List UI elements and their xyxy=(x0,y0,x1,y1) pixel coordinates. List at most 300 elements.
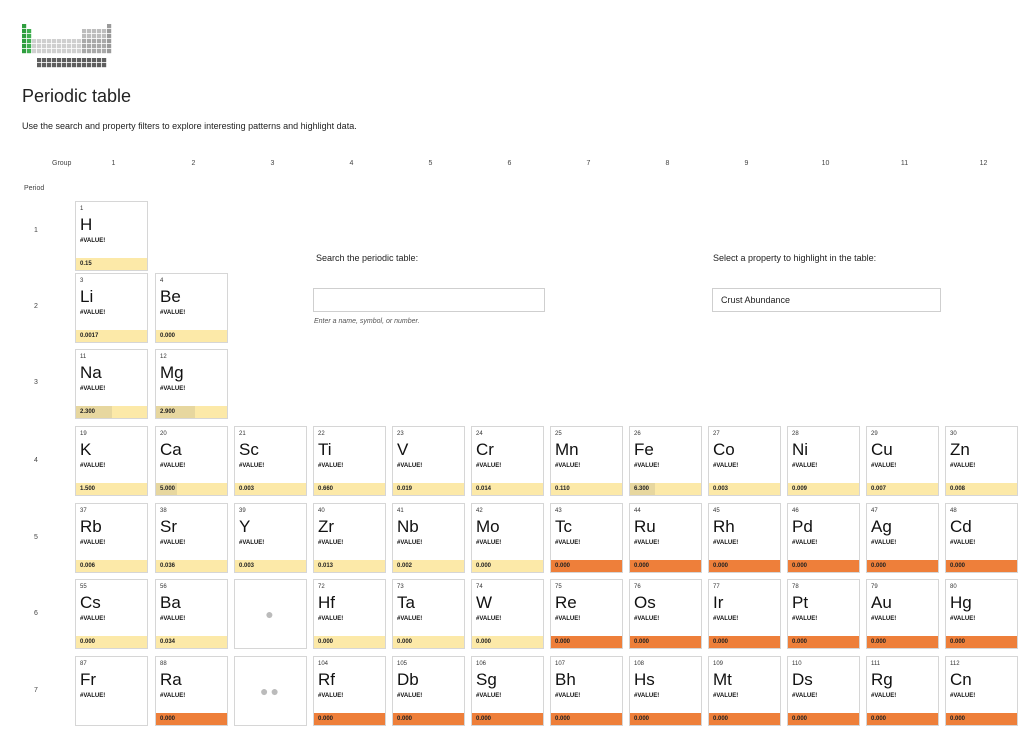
element-symbol: Ti xyxy=(318,440,332,459)
element-symbol: Pd xyxy=(792,517,813,536)
element-cell-ds[interactable] xyxy=(787,656,860,726)
element-cell-sr[interactable] xyxy=(155,503,228,573)
element-symbol: Na xyxy=(80,363,102,382)
element-cell-k[interactable] xyxy=(75,426,148,496)
property-value: 0.000 xyxy=(634,563,650,569)
element-cell-pt[interactable] xyxy=(787,579,860,649)
group-axis-label: Group xyxy=(52,160,72,167)
property-value-bar xyxy=(393,636,464,648)
element-symbol: Hf xyxy=(318,593,335,612)
element-cell-mo[interactable] xyxy=(471,503,544,573)
property-value: 0.000 xyxy=(80,639,96,645)
element-value: #VALUE! xyxy=(950,616,976,622)
element-value: #VALUE! xyxy=(80,238,106,244)
element-cell-rg[interactable] xyxy=(866,656,939,726)
property-value: 0.036 xyxy=(160,563,176,569)
atomic-number: 19 xyxy=(80,431,87,437)
property-value: 0.000 xyxy=(160,333,176,339)
period-number: 6 xyxy=(34,610,38,617)
property-value: 0.15 xyxy=(80,261,92,267)
property-value: 0.000 xyxy=(871,639,887,645)
element-symbol: Ni xyxy=(792,440,809,459)
property-value: 0.000 xyxy=(476,639,492,645)
atomic-number: 110 xyxy=(792,661,802,667)
atomic-number: 20 xyxy=(160,431,167,437)
property-value-bar xyxy=(393,713,464,725)
element-value: #VALUE! xyxy=(476,616,502,622)
property-value-bar xyxy=(946,560,1017,572)
element-value: #VALUE! xyxy=(318,463,344,469)
element-symbol: Os xyxy=(634,593,656,612)
property-value: 0.006 xyxy=(80,563,96,569)
element-symbol: Sr xyxy=(160,517,177,536)
property-select[interactable]: Crust Abundance xyxy=(712,288,941,312)
property-value: 0.007 xyxy=(871,486,887,492)
element-value: #VALUE! xyxy=(713,616,739,622)
element-value: #VALUE! xyxy=(871,463,897,469)
element-value: #VALUE! xyxy=(792,463,818,469)
property-value: 0.000 xyxy=(318,639,334,645)
property-value: 0.000 xyxy=(950,639,966,645)
atomic-number: 30 xyxy=(950,431,957,437)
element-value: #VALUE! xyxy=(160,463,186,469)
element-symbol: H xyxy=(80,215,93,234)
element-symbol: Mg xyxy=(160,363,184,382)
element-symbol: Mt xyxy=(713,670,732,689)
element-value: #VALUE! xyxy=(239,463,265,469)
element-symbol: Hs xyxy=(634,670,655,689)
element-cell-cn[interactable] xyxy=(945,656,1018,726)
property-value: 0.110 xyxy=(555,486,570,492)
property-value: 0.003 xyxy=(713,486,729,492)
atomic-number: 111 xyxy=(871,661,881,667)
element-symbol: Ds xyxy=(792,670,813,689)
atomic-number: 23 xyxy=(397,431,404,437)
group-number: 12 xyxy=(979,160,988,167)
property-value-bar xyxy=(551,560,622,572)
element-value: #VALUE! xyxy=(160,693,186,699)
page-title: Periodic table xyxy=(22,86,132,106)
property-value: 0.000 xyxy=(555,716,571,722)
property-value: 0.000 xyxy=(555,639,571,645)
property-value: 0.014 xyxy=(476,486,492,492)
atomic-number: 109 xyxy=(713,661,724,667)
element-symbol: Cr xyxy=(476,440,494,459)
element-symbol: Rb xyxy=(80,517,102,536)
search-hint: Enter a name, symbol, or number. xyxy=(314,318,420,325)
element-symbol: Fr xyxy=(80,670,97,689)
element-cell-mn[interactable] xyxy=(550,426,623,496)
property-value: 0.000 xyxy=(634,716,650,722)
element-cell-rf[interactable] xyxy=(313,656,386,726)
property-value-bar xyxy=(551,713,622,725)
property-value-bar xyxy=(551,483,622,495)
element-symbol: Mn xyxy=(555,440,579,459)
property-value-bar xyxy=(630,713,701,725)
element-value: #VALUE! xyxy=(397,693,423,699)
element-value: #VALUE! xyxy=(713,463,739,469)
element-symbol: Zn xyxy=(950,440,970,459)
element-cell-os[interactable] xyxy=(629,579,702,649)
group-number: 4 xyxy=(349,160,354,167)
element-cell-ra[interactable] xyxy=(155,656,228,726)
property-value: 0.013 xyxy=(318,563,334,569)
property-value-bar xyxy=(76,406,147,418)
element-cell-db[interactable] xyxy=(392,656,465,726)
element-value: #VALUE! xyxy=(318,616,344,622)
atomic-number: 106 xyxy=(476,661,487,667)
periodic-table-logo-icon xyxy=(22,24,122,70)
property-value: 0.000 xyxy=(871,716,887,722)
atomic-number: 38 xyxy=(160,508,167,514)
property-value: 0.002 xyxy=(397,563,413,569)
property-value: 0.000 xyxy=(792,639,808,645)
element-symbol: Ra xyxy=(160,670,182,689)
search-input[interactable] xyxy=(313,288,545,312)
element-cell-cu[interactable] xyxy=(866,426,939,496)
element-cell-fe[interactable] xyxy=(629,426,702,496)
group-number: 5 xyxy=(428,160,433,167)
property-label: Select a property to highlight in the table: xyxy=(713,253,877,263)
property-value-bar xyxy=(788,483,859,495)
element-value: #VALUE! xyxy=(555,540,581,546)
element-cell-cd[interactable] xyxy=(945,503,1018,573)
element-value: #VALUE! xyxy=(318,540,344,546)
element-value: #VALUE! xyxy=(160,616,186,622)
element-value: #VALUE! xyxy=(634,540,660,546)
element-symbol: V xyxy=(397,440,409,459)
element-symbol: Ca xyxy=(160,440,182,459)
element-symbol: Rh xyxy=(713,517,735,536)
property-value-bar xyxy=(788,560,859,572)
element-cell-rb[interactable] xyxy=(75,503,148,573)
group-number: 11 xyxy=(900,160,909,167)
page-subtitle: Use the search and property filters to explore interesting patterns and highlight data. xyxy=(22,121,357,131)
property-value: 0.000 xyxy=(871,563,887,569)
element-symbol: Sc xyxy=(239,440,259,459)
element-symbol: Re xyxy=(555,593,577,612)
element-value: #VALUE! xyxy=(871,616,897,622)
atomic-number: 76 xyxy=(634,584,641,590)
property-value: 0.034 xyxy=(160,639,176,645)
property-value: 0.000 xyxy=(160,716,176,722)
property-value-bar xyxy=(788,636,859,648)
property-value-bar xyxy=(156,560,227,572)
property-value: 0.000 xyxy=(713,716,729,722)
property-value: 0.0017 xyxy=(80,333,99,339)
property-value: 0.000 xyxy=(555,563,571,569)
property-value-bar xyxy=(709,636,780,648)
element-value: #VALUE! xyxy=(160,386,186,392)
atomic-number: 4 xyxy=(160,278,164,284)
period-number: 3 xyxy=(34,379,38,386)
element-symbol: Rg xyxy=(871,670,893,689)
property-value-bar xyxy=(709,713,780,725)
element-cell-ir[interactable] xyxy=(708,579,781,649)
element-cell-ti[interactable] xyxy=(313,426,386,496)
property-value: 0.000 xyxy=(397,639,413,645)
element-value: #VALUE! xyxy=(871,693,897,699)
element-symbol: Ba xyxy=(160,593,181,612)
element-symbol: Ir xyxy=(713,593,724,612)
property-value-bar xyxy=(314,636,385,648)
property-value-bar xyxy=(946,636,1017,648)
property-value: 0.000 xyxy=(950,563,966,569)
element-cell-w[interactable] xyxy=(471,579,544,649)
property-value-bar xyxy=(946,483,1017,495)
atomic-number: 112 xyxy=(950,661,960,667)
property-value-bar xyxy=(76,483,147,495)
atomic-number: 72 xyxy=(318,584,325,590)
atomic-number: 55 xyxy=(80,584,87,590)
element-cell-tc[interactable] xyxy=(550,503,623,573)
property-value: 0.000 xyxy=(713,639,729,645)
group-number: 7 xyxy=(586,160,591,167)
property-value: 0.000 xyxy=(950,716,966,722)
element-symbol: Rf xyxy=(318,670,335,689)
atomic-number: 45 xyxy=(713,508,720,514)
atomic-number: 46 xyxy=(792,508,799,514)
element-value: #VALUE! xyxy=(950,463,976,469)
element-symbol: Au xyxy=(871,593,892,612)
element-value: #VALUE! xyxy=(634,463,660,469)
element-cell-bh[interactable] xyxy=(550,656,623,726)
element-value: #VALUE! xyxy=(160,540,186,546)
atomic-number: 43 xyxy=(555,508,562,514)
property-value-bar xyxy=(76,636,147,648)
element-symbol: Hg xyxy=(950,593,972,612)
element-cell-na[interactable] xyxy=(75,349,148,419)
property-value-bar xyxy=(630,636,701,648)
property-value: 0.009 xyxy=(792,486,808,492)
series-placeholder-cell[interactable] xyxy=(234,579,307,649)
element-cell-nb[interactable] xyxy=(392,503,465,573)
element-value: #VALUE! xyxy=(476,693,502,699)
element-value: #VALUE! xyxy=(713,540,739,546)
property-value-bar xyxy=(867,560,938,572)
element-symbol: Li xyxy=(80,287,94,306)
series-placeholder-cell[interactable] xyxy=(234,656,307,726)
element-cell-re[interactable] xyxy=(550,579,623,649)
atomic-number: 12 xyxy=(160,354,167,360)
element-value: #VALUE! xyxy=(397,463,423,469)
property-value: 0.000 xyxy=(318,716,334,722)
element-value: #VALUE! xyxy=(80,310,106,316)
element-value: #VALUE! xyxy=(318,693,344,699)
group-number: 8 xyxy=(665,160,670,167)
atomic-number: 42 xyxy=(476,508,483,514)
atomic-number: 1 xyxy=(80,206,84,212)
atomic-number: 40 xyxy=(318,508,325,514)
element-cell-mg[interactable] xyxy=(155,349,228,419)
element-symbol: Sg xyxy=(476,670,497,689)
property-value-bar xyxy=(314,713,385,725)
property-value: 2.900 xyxy=(160,409,176,415)
atomic-number: 56 xyxy=(160,584,167,590)
atomic-number: 29 xyxy=(871,431,878,437)
period-number: 2 xyxy=(34,303,38,310)
element-cell-ta[interactable] xyxy=(392,579,465,649)
property-value-bar xyxy=(551,636,622,648)
element-symbol: Cd xyxy=(950,517,972,536)
element-cell-v[interactable] xyxy=(392,426,465,496)
atomic-number: 47 xyxy=(871,508,878,514)
property-value-bar xyxy=(314,560,385,572)
element-cell-ag[interactable] xyxy=(866,503,939,573)
property-value: 6.300 xyxy=(634,486,650,492)
property-value-bar xyxy=(76,560,147,572)
atomic-number: 11 xyxy=(80,354,87,360)
element-symbol: Bh xyxy=(555,670,576,689)
atomic-number: 77 xyxy=(713,584,720,590)
period-number: 7 xyxy=(34,687,38,694)
property-value-bar xyxy=(472,636,543,648)
series-dots-icon: ● xyxy=(265,606,276,622)
property-value: 0.000 xyxy=(792,716,808,722)
element-cell-zn[interactable] xyxy=(945,426,1018,496)
property-value-bar xyxy=(472,713,543,725)
atomic-number: 105 xyxy=(397,661,408,667)
atomic-number: 73 xyxy=(397,584,404,590)
element-cell-sc[interactable] xyxy=(234,426,307,496)
property-value-bar xyxy=(156,330,227,342)
property-value: 5.000 xyxy=(160,486,176,492)
atomic-number: 75 xyxy=(555,584,562,590)
element-cell-zr[interactable] xyxy=(313,503,386,573)
element-cell-sg[interactable] xyxy=(471,656,544,726)
element-symbol: Cs xyxy=(80,593,101,612)
property-value-bar xyxy=(393,483,464,495)
element-cell-hg[interactable] xyxy=(945,579,1018,649)
property-value-bar xyxy=(630,560,701,572)
atomic-number: 3 xyxy=(80,278,84,284)
property-value: 0.008 xyxy=(950,486,966,492)
element-cell-au[interactable] xyxy=(866,579,939,649)
element-cell-hs[interactable] xyxy=(629,656,702,726)
element-value: #VALUE! xyxy=(80,616,106,622)
property-value-bar xyxy=(867,713,938,725)
element-symbol: K xyxy=(80,440,92,459)
element-value: #VALUE! xyxy=(555,616,581,622)
property-value-bar xyxy=(867,636,938,648)
series-dots-icon: ●● xyxy=(260,683,281,699)
atomic-number: 107 xyxy=(555,661,566,667)
element-symbol: Co xyxy=(713,440,735,459)
property-value: 2.300 xyxy=(80,409,96,415)
group-number: 1 xyxy=(111,160,116,167)
property-value-bar xyxy=(76,330,147,342)
atomic-number: 21 xyxy=(239,431,246,437)
element-cell-be[interactable] xyxy=(155,273,228,343)
element-symbol: Y xyxy=(239,517,251,536)
property-value: 0.019 xyxy=(397,486,413,492)
element-value: #VALUE! xyxy=(950,540,976,546)
element-cell-ru[interactable] xyxy=(629,503,702,573)
atomic-number: 26 xyxy=(634,431,641,437)
group-number: 10 xyxy=(821,160,830,167)
element-cell-li[interactable] xyxy=(75,273,148,343)
property-value-bar xyxy=(76,258,147,270)
property-value-bar xyxy=(788,713,859,725)
property-value: 0.000 xyxy=(792,563,808,569)
atomic-number: 87 xyxy=(80,661,87,667)
property-value-bar xyxy=(235,560,306,572)
element-cell-ni[interactable] xyxy=(787,426,860,496)
element-symbol: Nb xyxy=(397,517,419,536)
atomic-number: 79 xyxy=(871,584,878,590)
period-number: 1 xyxy=(34,227,38,234)
atomic-number: 48 xyxy=(950,508,957,514)
element-cell-cs[interactable] xyxy=(75,579,148,649)
element-value: #VALUE! xyxy=(555,693,581,699)
element-cell-mt[interactable] xyxy=(708,656,781,726)
element-value: #VALUE! xyxy=(555,463,581,469)
element-symbol: W xyxy=(476,593,493,612)
element-value: #VALUE! xyxy=(713,693,739,699)
element-cell-pd[interactable] xyxy=(787,503,860,573)
atomic-number: 74 xyxy=(476,584,483,590)
atomic-number: 78 xyxy=(792,584,799,590)
element-cell-co[interactable] xyxy=(708,426,781,496)
element-symbol: Cn xyxy=(950,670,972,689)
element-symbol: Ru xyxy=(634,517,656,536)
atomic-number: 88 xyxy=(160,661,167,667)
property-value: 0.000 xyxy=(634,639,650,645)
element-cell-rh[interactable] xyxy=(708,503,781,573)
element-value: #VALUE! xyxy=(397,540,423,546)
atomic-number: 24 xyxy=(476,431,483,437)
element-symbol: Tc xyxy=(555,517,572,536)
element-cell-h[interactable] xyxy=(75,201,148,271)
element-value: #VALUE! xyxy=(80,386,106,392)
element-cell-cr[interactable] xyxy=(471,426,544,496)
group-number: 3 xyxy=(270,160,275,167)
element-symbol: Fe xyxy=(634,440,654,459)
group-number: 6 xyxy=(507,160,512,167)
property-value-bar xyxy=(156,483,227,495)
atomic-number: 25 xyxy=(555,431,562,437)
element-symbol: Cu xyxy=(871,440,893,459)
element-cell-ca[interactable] xyxy=(155,426,228,496)
element-value: #VALUE! xyxy=(80,540,106,546)
element-cell-ba[interactable] xyxy=(155,579,228,649)
atomic-number: 37 xyxy=(80,508,87,514)
element-cell-y[interactable] xyxy=(234,503,307,573)
element-cell-fr[interactable] xyxy=(75,656,148,726)
property-value-bar xyxy=(314,483,385,495)
element-cell-hf[interactable] xyxy=(313,579,386,649)
property-value-bar xyxy=(235,483,306,495)
property-value-bar xyxy=(867,483,938,495)
property-value: 0.000 xyxy=(397,716,413,722)
atomic-number: 39 xyxy=(239,508,246,514)
atomic-number: 28 xyxy=(792,431,799,437)
period-axis-label: Period xyxy=(24,185,45,192)
element-value: #VALUE! xyxy=(792,693,818,699)
element-symbol: Ta xyxy=(397,593,415,612)
period-number: 5 xyxy=(34,534,38,541)
element-value: #VALUE! xyxy=(950,693,976,699)
property-value-bar xyxy=(709,483,780,495)
element-value: #VALUE! xyxy=(871,540,897,546)
property-value-bar xyxy=(156,406,227,418)
atomic-number: 80 xyxy=(950,584,957,590)
property-value-bar xyxy=(472,483,543,495)
property-value-bar xyxy=(709,560,780,572)
property-value: 0.000 xyxy=(476,716,492,722)
element-value: #VALUE! xyxy=(792,616,818,622)
property-value-bar xyxy=(472,560,543,572)
